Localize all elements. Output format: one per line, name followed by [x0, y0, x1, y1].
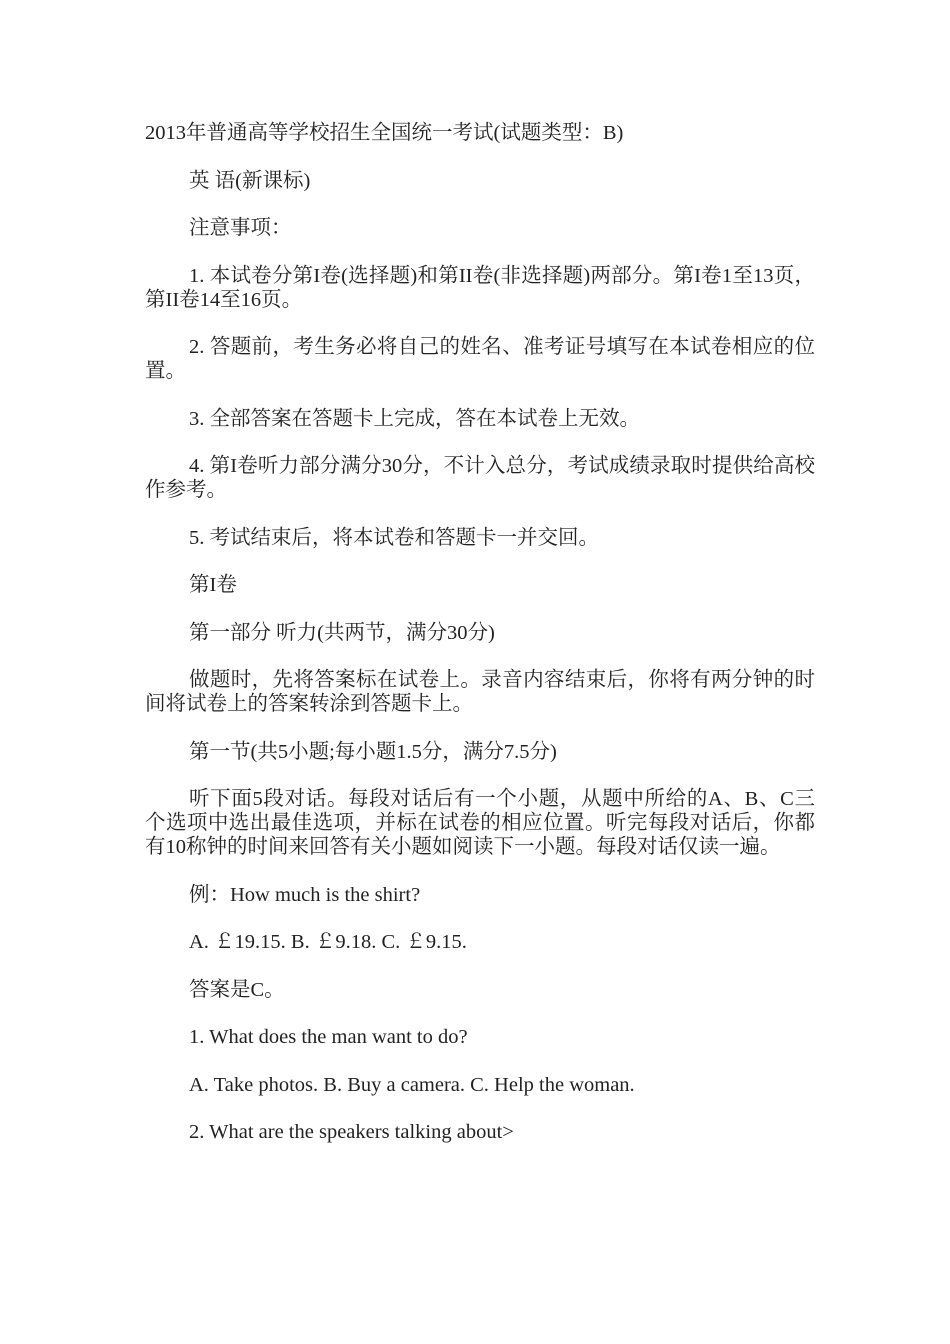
volume-heading: 第I卷	[189, 574, 237, 596]
part-heading: 第一部分 听力(共两节，满分30分)	[189, 621, 495, 644]
document-body	[145, 121, 815, 1168]
example-question: 例：How much is the shirt?	[189, 883, 421, 906]
notice-item-3: 3. 全部答案在答题卡上完成，答在本试卷上无效。	[189, 407, 640, 430]
example-answer: 答案是C。	[189, 978, 285, 1001]
exam-title: 2013年普通高等学校招生全国统一考试(试题类型：B)	[145, 122, 624, 144]
subject-heading: 英 语(新课标)	[189, 169, 311, 192]
notice-heading: 注意事项：	[189, 217, 292, 239]
question-2: 2. What are the speakers talking about>	[189, 1121, 514, 1143]
notice-item-5: 5. 考试结束后，将本试卷和答题卡一并交回。	[189, 526, 599, 549]
part-instructions: 做题时，先将答案标在试卷上。录音内容结束后，你将有两分钟的时间将试卷上的答案转涂到答题卡上。	[145, 669, 815, 715]
notice-item-2: 2. 答题前，考生务必将自己的姓名、准考证号填写在本试卷相应的位置。	[145, 336, 815, 382]
example-options: A. ￡19.15. B. ￡9.18. C. ￡9.15.	[189, 931, 467, 953]
section-heading: 第一节(共5小题;每小题1.5分，满分7.5分)	[189, 740, 557, 763]
notice-item-1: 1. 本试卷分第I卷(选择题)和第II卷(非选择题)两部分。第I卷1至13页，第II卷14至16页。	[145, 264, 815, 311]
section-instructions: 听下面5段对话。每段对话后有一个小题，从题中所给的A、B、C三个选项中选出最佳选项，并标在试卷的相应位置。听完每段对话后，你都有10称钟的时间来回答有关小题如阅读下一小题。每段对话仅读一遍。	[145, 788, 815, 858]
question-1: 1. What does the man want to do?	[189, 1026, 468, 1048]
question-1-options: A. Take photos. B. Buy a camera. C. Help the woman.	[189, 1073, 635, 1096]
notice-item-4: 4. 第I卷听力部分满分30分，不计入总分，考试成绩录取时提供给高校作参考。	[145, 455, 815, 501]
